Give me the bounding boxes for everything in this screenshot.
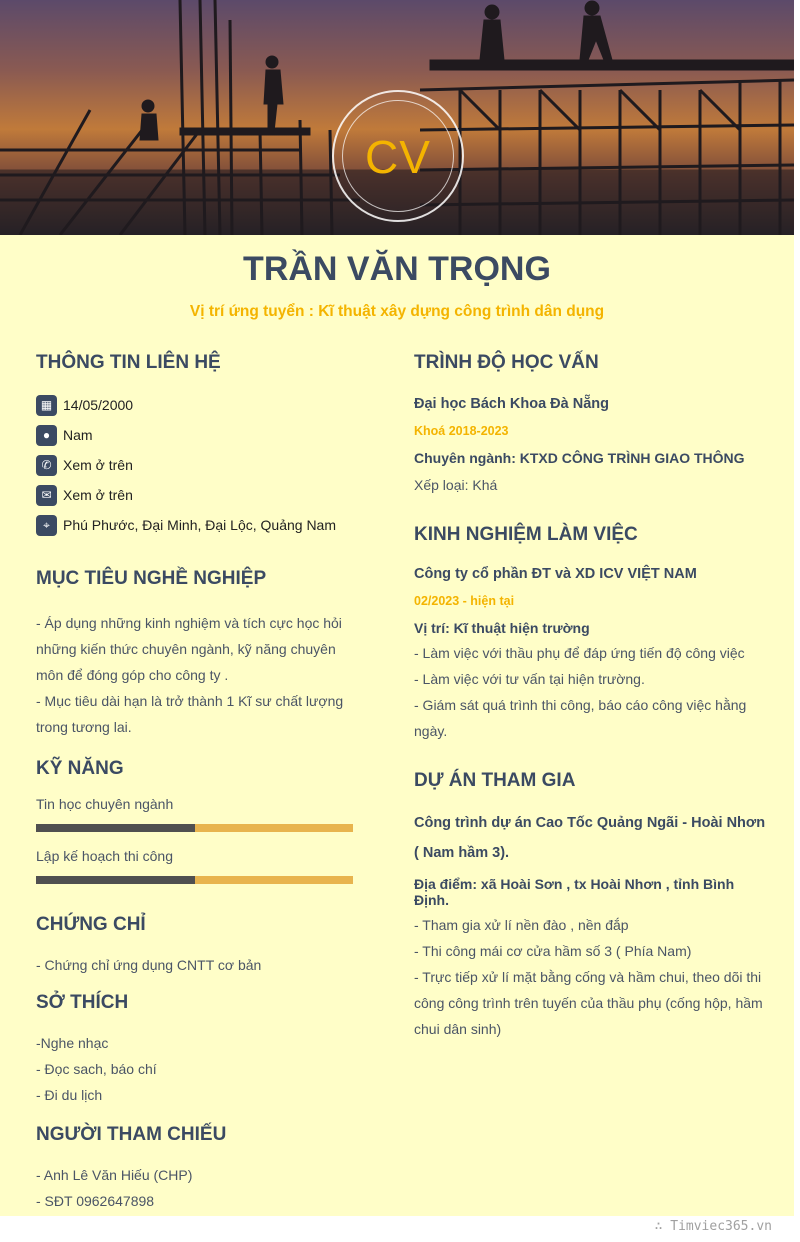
experience-section <box>414 524 769 744</box>
phone-text: Xem ở trên <box>63 457 133 473</box>
hobbies-section <box>36 992 356 1108</box>
calendar-icon: ▦ <box>36 395 57 416</box>
contact-address <box>36 510 356 540</box>
watermark-brand: ∴ Timviec365.vn <box>654 1219 772 1234</box>
projects-section <box>414 770 769 1042</box>
hobbies-title: SỞ THÍCH <box>36 992 129 1013</box>
hobby-line: -Nghe nhạc <box>36 1035 109 1051</box>
right-column <box>414 352 769 1042</box>
email-icon: ✉ <box>36 485 57 506</box>
project-name: ( Nam hầm 3). <box>414 845 510 861</box>
objective-line: những kiến thức chuyên ngành, kỹ năng chuyên <box>36 641 336 657</box>
phone-icon: ✆ <box>36 455 57 476</box>
project-location: Địa điểm: xã Hoài Sơn , tx Hoài Nhơn , tỉnh Bình Định. <box>414 876 735 908</box>
objective-line: môn để đóng góp cho công ty . <box>36 667 229 683</box>
contact-list <box>36 390 356 540</box>
project-line: - Trực tiếp xử lí mặt bằng cống và hầm chui, theo dõi thi <box>414 969 762 985</box>
hobby-line: - Đi du lịch <box>36 1087 103 1103</box>
reference-line: - Anh Lê Văn Hiếu (CHP) <box>36 1167 193 1183</box>
contact-section <box>36 352 356 540</box>
skills-title: KỸ NĂNG <box>36 758 124 779</box>
email-text: Xem ở trên <box>63 487 133 503</box>
contact-birthday <box>36 390 356 420</box>
project-line: chui dân sinh) <box>414 1021 502 1037</box>
skill-bar <box>36 876 353 884</box>
certificates-section <box>36 914 356 978</box>
address-text: Phú Phước, Đại Minh, Đại Lộc, Quảng Nam <box>63 517 337 533</box>
experience-line: - Làm việc với tư vấn tại hiện trường. <box>414 671 645 687</box>
experience-line: - Giám sát quá trình thi công, báo cáo công việc hằng <box>414 697 747 713</box>
project-line: công công trình trên tuyến của thầu phụ (cống hộp, hầm <box>414 995 763 1011</box>
skill-bar <box>36 824 353 832</box>
user-icon: ● <box>36 425 57 446</box>
objective-line: - Áp dụng những kinh nghiệm và tích cực học hỏi <box>36 615 342 631</box>
skill-label: Tin học chuyên ngành <box>36 796 174 812</box>
header-banner-image <box>0 0 794 235</box>
experience-title: KINH NGHIỆM LÀM VIỆC <box>414 524 638 545</box>
cv-logo-text: CV <box>365 131 431 183</box>
contact-gender <box>36 420 356 450</box>
objective-title: MỤC TIÊU NGHỀ NGHIỆP <box>36 568 267 589</box>
skill-bar-fill <box>36 876 195 884</box>
contact-title: THÔNG TIN LIÊN HỆ <box>36 352 221 373</box>
reference-line: - SĐT 0962647898 <box>36 1193 155 1209</box>
company-name: Công ty cổ phần ĐT và XD ICV VIỆT NAM <box>414 566 697 582</box>
skill-bar-fill <box>36 824 195 832</box>
cv-logo-badge <box>332 90 464 222</box>
project-line: - Tham gia xử lí nền đào , nền đắp <box>414 917 629 933</box>
experience-line: - Làm việc với thầu phụ để đáp ứng tiến độ công việc <box>414 645 745 661</box>
references-title: NGƯỜI THAM CHIẾU <box>36 1124 227 1145</box>
candidate-name: TRẦN VĂN TRỌNG <box>243 250 551 288</box>
projects-title: DỰ ÁN THAM GIA <box>414 770 576 791</box>
certificate-line: - Chứng chỉ ứng dụng CNTT cơ bản <box>36 957 262 973</box>
project-name: Công trình dự án Cao Tốc Quảng Ngãi - Hoài Nhơn <box>414 815 766 831</box>
education-period: Khoá 2018-2023 <box>414 424 509 438</box>
education-major: Chuyên ngành: KTXD CÔNG TRÌNH GIAO THÔNG <box>414 450 745 466</box>
skills-section <box>36 758 356 884</box>
left-column <box>36 352 356 1214</box>
skill-label: Lập kế hoạch thi công <box>36 848 173 864</box>
education-grade: Xếp loại: Khá <box>414 477 498 493</box>
experience-role: Vị trí: Kĩ thuật hiện trường <box>414 620 590 636</box>
contact-email <box>36 480 356 510</box>
objective-line: - Mục tiêu dài hạn là trở thành 1 Kĩ sư chất lượng <box>36 693 344 709</box>
experience-line: ngày. <box>414 723 448 739</box>
references-section <box>36 1124 356 1214</box>
gender-text: Nam <box>63 427 93 443</box>
certificates-title: CHỨNG CHỈ <box>36 914 146 935</box>
contact-phone <box>36 450 356 480</box>
education-section <box>414 352 769 498</box>
school-name: Đại học Bách Khoa Đà Nẵng <box>414 396 609 412</box>
hobby-line: - Đọc sach, báo chí <box>36 1061 157 1077</box>
birthday-text: 14/05/2000 <box>63 397 134 413</box>
location-icon: ⌖ <box>36 515 57 536</box>
objective-line: trong tương lai. <box>36 719 132 735</box>
applied-position: Vị trí ứng tuyển : Kĩ thuật xây dựng công trình dân dụng <box>189 303 605 320</box>
objective-section <box>36 568 356 740</box>
experience-period: 02/2023 - hiện tại <box>414 594 515 608</box>
project-line: - Thi công mái cơ cửa hầm số 3 ( Phía Nam) <box>414 943 692 959</box>
education-title: TRÌNH ĐỘ HỌC VẤN <box>414 352 599 373</box>
